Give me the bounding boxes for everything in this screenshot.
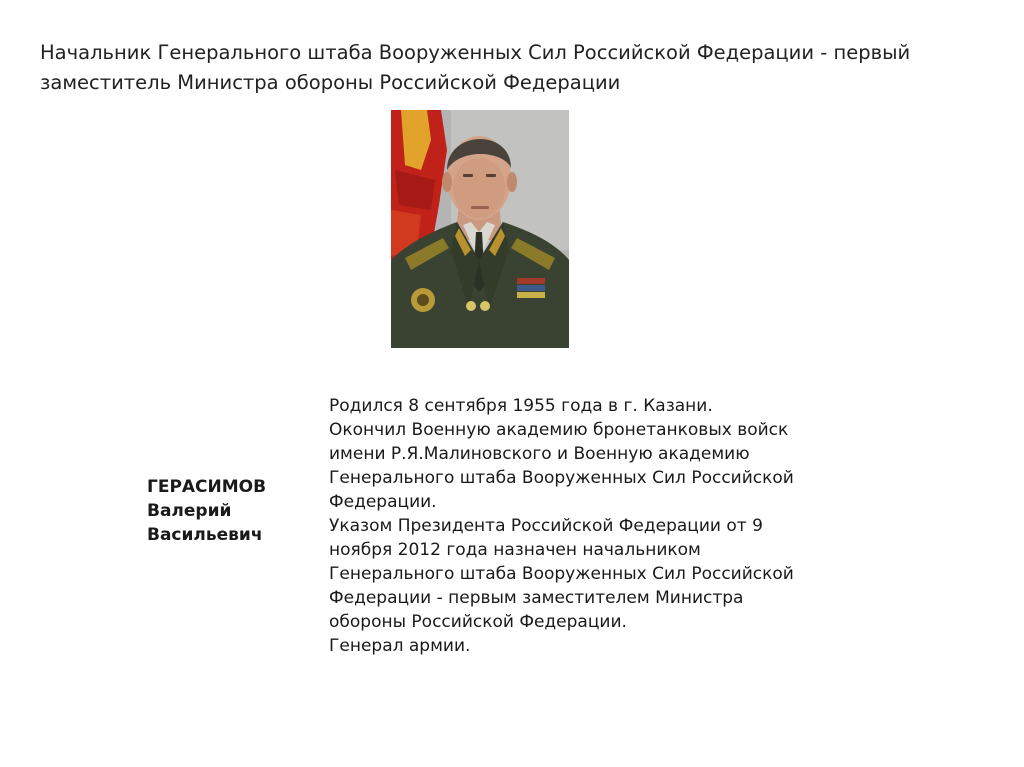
bio-line: ноября 2012 года назначен начальником: [329, 540, 701, 560]
bio-line: Генерального штаба Вооруженных Сил Российской: [329, 564, 794, 584]
person-name: [147, 475, 317, 547]
bio-line: Генерального штаба Вооруженных Сил Российской: [329, 468, 794, 488]
bio-line: Окончил Военную академию бронетанковых войск: [329, 420, 789, 440]
bio-line: Федерации.: [329, 492, 437, 512]
name-line: ГЕРАСИМОВ: [147, 477, 267, 497]
slide-title: Начальник Генерального штаба Вооруженных Сил Российской Федерации - первый заместитель Министра обороны Российской Федерации: [40, 41, 911, 94]
name-line: Валерий: [147, 501, 232, 521]
biography: [329, 394, 849, 658]
bio-line: обороны Российской Федерации.: [329, 612, 627, 632]
bio-line: имени Р.Я.Малиновского и Военную академию: [329, 444, 750, 464]
bio-line: Генерал армии.: [329, 636, 471, 656]
portrait-photo: [391, 110, 569, 348]
name-line: Васильевич: [147, 525, 263, 545]
bio-line: Родился 8 сентября 1955 года в г. Казани.: [329, 396, 713, 416]
bio-line: Федерации - первым заместителем Министра: [329, 588, 744, 608]
bio-line: Указом Президента Российской Федерации от 9: [329, 516, 763, 536]
